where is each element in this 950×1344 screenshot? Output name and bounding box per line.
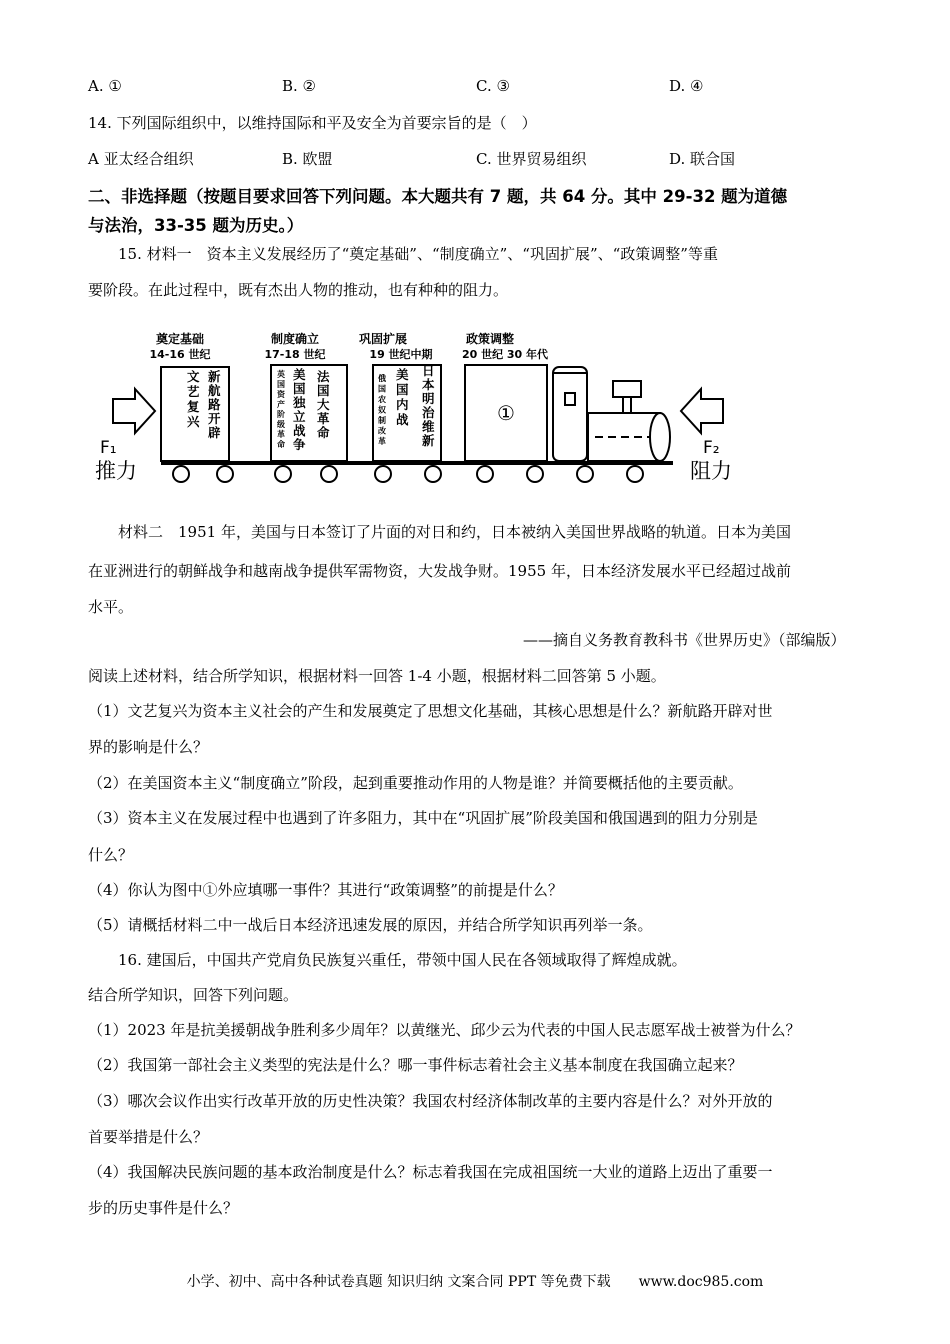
page-footer: 小学、初中、高中各种试卷真题 知识归纳 文案合同 PPT 等免费下载 www.doc985.com (186, 1274, 764, 1290)
stage-4-name: 政策调整 (465, 332, 515, 346)
q15-material2-line3: 水平。 (88, 598, 134, 616)
q13-option-b: B. ② (282, 77, 317, 95)
locomotive (553, 367, 670, 461)
force-left-label: F₁ (100, 438, 117, 458)
q15-sub1-line2: 界的影响是什么？ (88, 738, 209, 756)
q15-material2-line1: 材料二 1951 年，美国与日本签订了片面的对日和约，日本被纳入美国世界战略的轨道。日本为美国 (118, 523, 791, 541)
q16-sub4-line1: （4）我国解决民族问题的基本政治制度是什么？标志着我国在完成祖国统一大业的道路上迈出了重要一 (88, 1163, 773, 1181)
force-right-label: F₂ (703, 438, 720, 458)
car-4-blank-marker: ① (497, 401, 515, 425)
q14-stem: 14. 下列国际组织中，以维持国际和平及安全为首要宗旨的是（ ） (88, 114, 537, 132)
q15-sub3-line2: 什么？ (88, 846, 134, 864)
q16-sub2: （2）我国第一部社会主义类型的宪法是什么？哪一事件标志着社会主义基本制度在我国确立起来？ (88, 1056, 743, 1074)
section-heading-line1: 二、非选择题（按题目要求回答下列问题。本大题共有 7 题，共 64 分。其中 29-32 题为道德 (88, 187, 788, 206)
car-2-label-3: 法国大革命 (317, 369, 330, 440)
car-2-label-2: 美国独立战争 (293, 367, 306, 452)
q15-sub5: （5）请概括材料二中一战后日本经济迅速发展的原因，并结合所学知识再列举一条。 (88, 916, 653, 934)
stage-4-period: 20 世纪 30 年代 (461, 348, 549, 361)
resist-arrow-icon (681, 389, 723, 433)
push-arrow-icon (113, 389, 155, 433)
q15-sub2: （2）在美国资本主义“制度确立”阶段，起到重要推动作用的人物是谁？并简要概括他的主要贡献。 (88, 774, 743, 792)
q15-source: ——摘自义务教育教科书《世界历史》（部编版） (523, 631, 846, 649)
q14-option-b: B. 欧盟 (282, 150, 333, 168)
q15-material2-line2: 在亚洲进行的朝鲜战争和越南战争提供军需物资，大发战争财。1955 年，日本经济发展水平已经超过战前 (88, 562, 791, 580)
q16-sub3-line2: 首要举措是什么？ (88, 1128, 209, 1146)
stage-1-name: 奠定基础 (155, 332, 205, 346)
train-wheels (173, 466, 643, 482)
car-3-label-1: 俄国农奴制改革 (378, 374, 386, 446)
car-3-label-3: 日本明治维新 (422, 363, 435, 448)
q13-option-c: C. ③ (476, 77, 510, 95)
section-heading-line2: 与法治，33-35 题为历史。） (88, 216, 304, 235)
car-3-label-2: 美国内战 (396, 367, 409, 427)
stage-3-name: 巩固扩展 (358, 332, 408, 346)
q16-stem-line2: 结合所学知识，回答下列问题。 (88, 986, 299, 1004)
q16-stem-line1: 16. 建国后，中国共产党肩负民族复兴重任，带领中国人民在各领域取得了辉煌成就。 (118, 951, 687, 969)
force-left-name: 推力 (95, 459, 137, 483)
stage-2-name: 制度确立 (270, 332, 320, 346)
car-2-labels (277, 367, 330, 452)
q14-option-c: C. 世界贸易组织 (476, 150, 587, 168)
stage-2-period: 17-18 世纪 (264, 348, 326, 361)
car-1-label-1: 文艺复兴 (187, 369, 200, 429)
stage-3-period: 19 世纪中期 (369, 348, 433, 361)
q14-option-d: D. 联合国 (669, 150, 736, 168)
q16-sub4-line2: 步的历史事件是什么？ (88, 1199, 239, 1217)
q13-option-a: A. ① (88, 77, 122, 95)
q15-instruction: 阅读上述材料，结合所学知识，根据材料一回答 1-4 小题，根据材料二回答第 5 小题。 (88, 667, 666, 685)
capitalism-train-figure (95, 325, 750, 490)
q13-option-d: D. ④ (669, 77, 704, 95)
q16-sub3-line1: （3）哪次会议作出实行改革开放的历史性决策？我国农村经济体制改革的主要内容是什么？对外开放的 (88, 1092, 773, 1110)
car-2-label-1: 英国资产阶级革命 (277, 370, 285, 449)
q14-option-a: A 亚太经合组织 (88, 150, 194, 168)
q15-material1-line1: 15. 材料一 资本主义发展经历了“奠定基础”、“制度确立”、“巩固扩展”、“政策调整”等重 (118, 245, 718, 263)
force-right-name: 阻力 (690, 459, 732, 483)
q15-material1-line2: 要阶段。在此过程中，既有杰出人物的推动，也有种种的阻力。 (88, 281, 509, 299)
q15-sub3-line1: （3）资本主义在发展过程中也遇到了许多阻力，其中在“巩固扩展”阶段美国和俄国遇到的阻力分别是 (88, 809, 758, 827)
q15-sub4: （4）你认为图中①外应填哪一事件？其进行“政策调整”的前提是什么？ (88, 881, 563, 899)
q15-sub1-line1: （1）文艺复兴为资本主义社会的产生和发展奠定了思想文化基础，其核心思想是什么？新航路开辟对世 (88, 702, 773, 720)
stage-1-period: 14-16 世纪 (149, 348, 211, 361)
car-1-label-2: 新航路开辟 (208, 369, 221, 440)
q16-sub1: （1）2023 年是抗美援朝战争胜利多少周年？以黄继光、邱少云为代表的中国人民志愿军战士被誉为什么？ (88, 1021, 801, 1039)
